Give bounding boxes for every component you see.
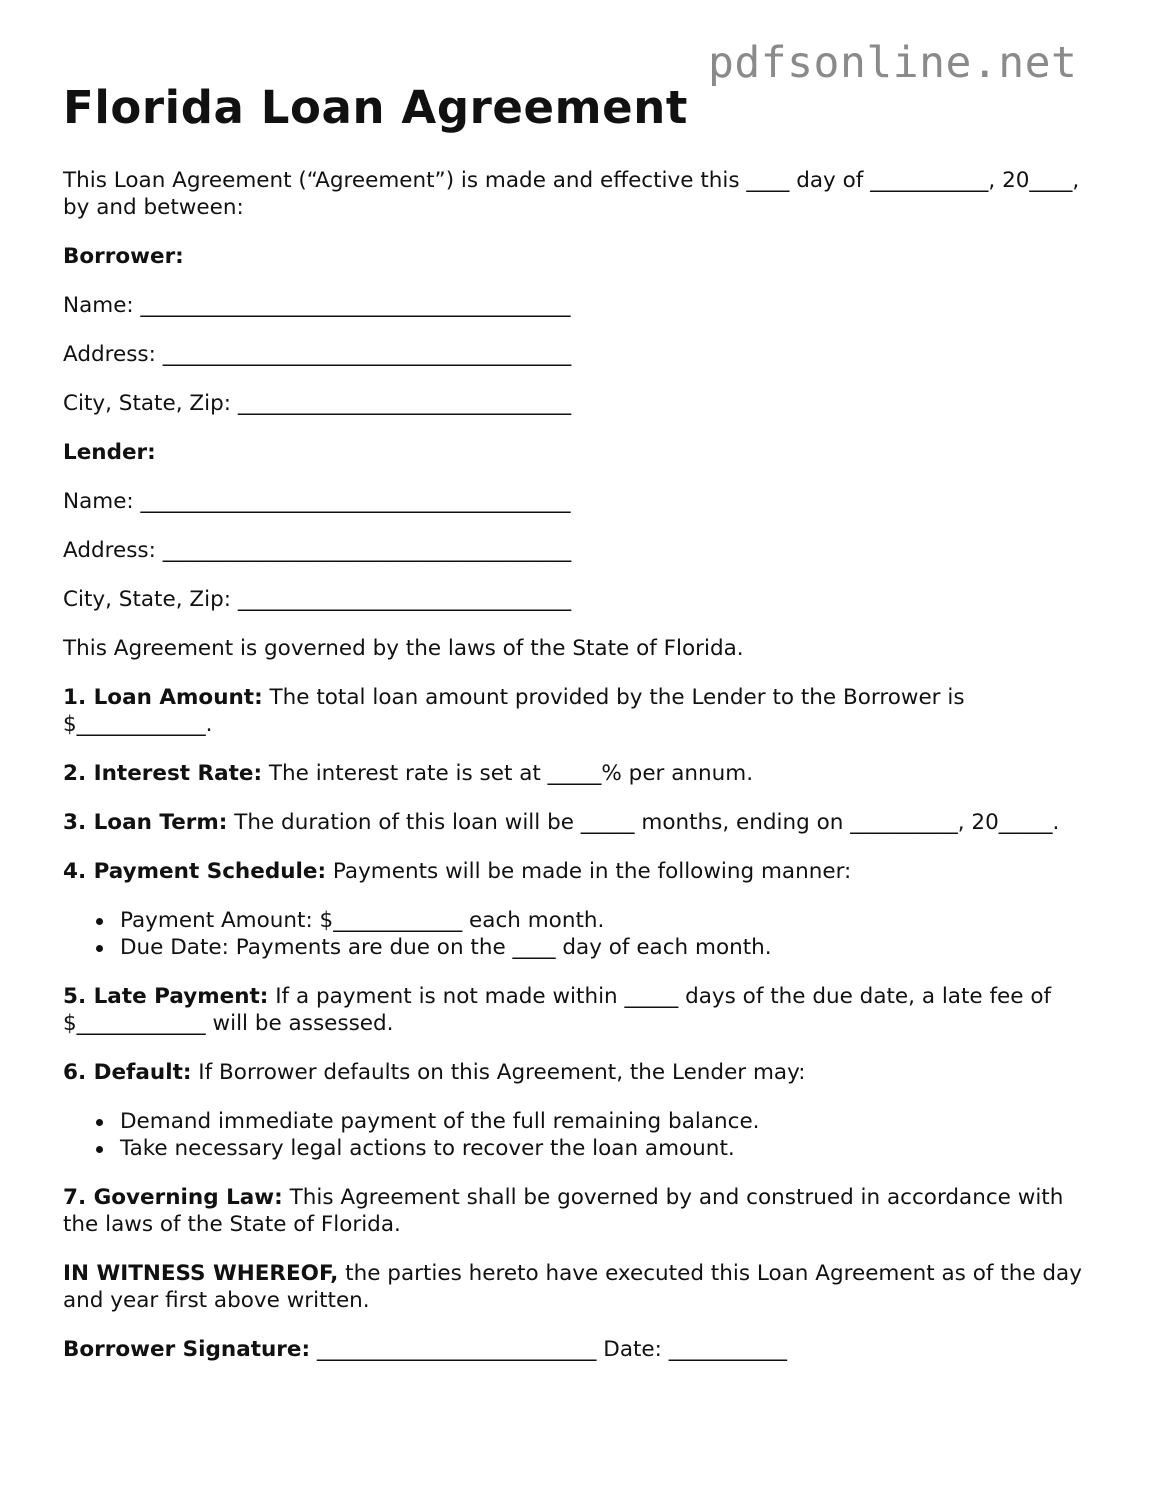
document-body [63,78,1098,1363]
section-interest-rate: 2. Interest Rate: The interest rate is set at _____% per annum. [63,761,754,786]
witness-clause: IN WITNESS WHEREOF, the parties hereto have executed this Loan Agreement as of the day and year first above written. [63,1261,1082,1313]
intro-paragraph: This Loan Agreement (“Agreement”) is made and effective this ____ day of ___________, 20____, by and between: [63,168,1080,220]
borrower-signature-line: Borrower Signature: __________________________ Date: ___________ [63,1337,787,1362]
section-loan-amount: 1. Loan Amount: The total loan amount provided by the Lender to the Borrower is $____________. [63,685,965,737]
lender-city-field: City, State, Zip: _______________________________ [63,587,572,612]
payment-schedule-list [63,907,1098,961]
section-default: 6. Default: If Borrower defaults on this Agreement, the Lender may: [63,1060,806,1085]
default-remedies-list [63,1108,1098,1162]
page-title: Florida Loan Agreement [63,81,689,134]
list-item: Demand immediate payment of the full remaining balance. [120,1108,1098,1135]
lender-name-field: Name: ________________________________________ [63,489,571,514]
section-loan-term: 3. Loan Term: The duration of this loan will be _____ months, ending on __________, 20_____. [63,810,1060,835]
borrower-address-field: Address: ______________________________________ [63,342,572,367]
lender-heading: Lender: [63,440,156,465]
list-item: Take necessary legal actions to recover the loan amount. [120,1135,1098,1162]
section-payment-schedule: 4. Payment Schedule: Payments will be made in the following manner: [63,859,852,884]
borrower-city-field: City, State, Zip: _______________________________ [63,391,572,416]
borrower-name-field: Name: ________________________________________ [63,293,571,318]
borrower-heading: Borrower: [63,244,184,269]
list-item: Payment Amount: $____________ each month. [120,907,1098,934]
section-governing-law: 7. Governing Law: This Agreement shall be governed by and construed in accordance with the laws of the State of Florida. [63,1185,1064,1237]
lender-address-field: Address: ______________________________________ [63,538,572,563]
list-item: Due Date: Payments are due on the ____ day of each month. [120,934,1098,961]
governed-statement: This Agreement is governed by the laws of the State of Florida. [63,636,744,661]
watermark: pdfsonline.net [708,38,1078,88]
section-late-payment: 5. Late Payment: If a payment is not made within _____ days of the due date, a late fee of $____________ will be assessed. [63,984,1052,1036]
